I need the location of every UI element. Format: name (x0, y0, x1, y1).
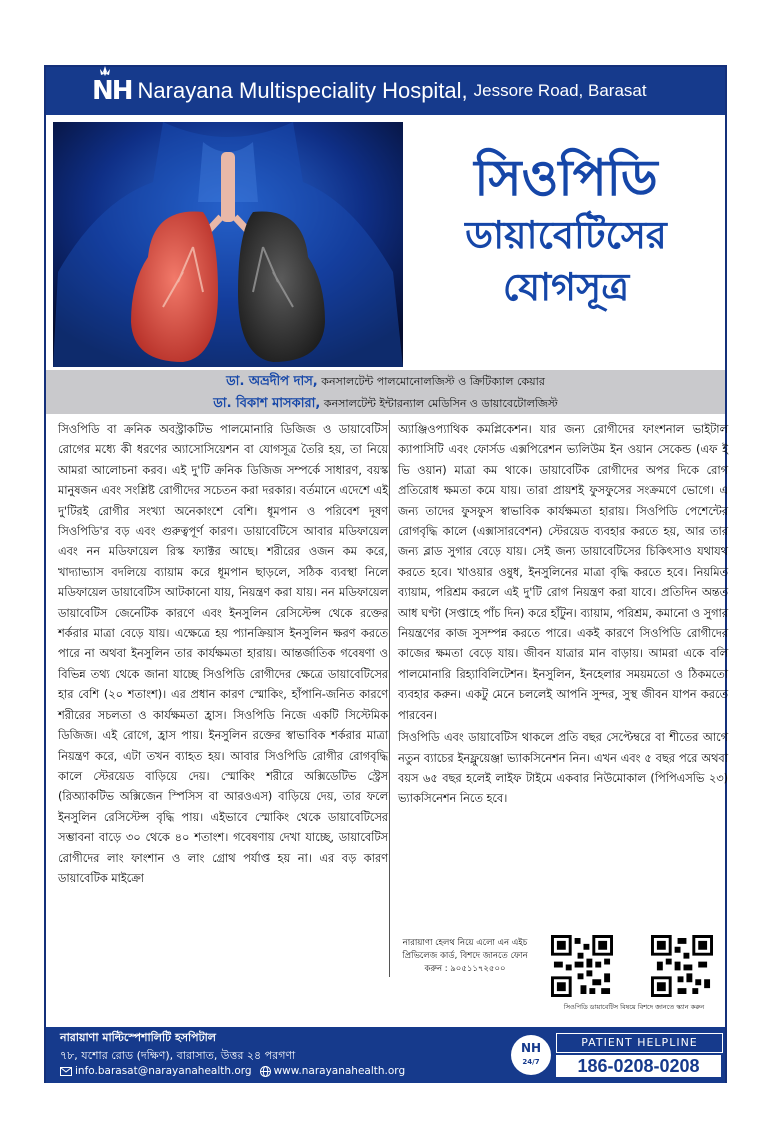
logo-text: NH (92, 76, 132, 106)
doctor-title: কনসালটেন্ট ইন্টারন্যাল মেডিসিন ও ডায়াবেটোলজিস্ট (323, 397, 558, 410)
footer-website[interactable]: www.narayanahealth.org (273, 1065, 406, 1077)
qr-code-icon[interactable] (651, 935, 713, 997)
helpline-label: PATIENT HELPLINE (556, 1033, 723, 1053)
mail-icon (60, 1067, 72, 1076)
footer-bar (46, 1027, 725, 1083)
article-paragraph: সিওপিডি বা ক্রনিক অবস্ট্রাকটিভ পালমোনারি ডিজিজ ও ডায়াবেটিস রোগের মধ্যে কী ধরণের অ্যাসোসিয়েশন বা যোগসূত্র তৈরি হয়, তা নিয়ে আমরা আলোচনা করব। এই দু'টি ক্রনিক ডিজিজ সম্পর্কে সাধারণ, বয়স্ক মানুষজন এবং সংশ্লিষ্ট রোগীদের সচেতন করা দরকার। বর্তমানে এদেশে এই দু'টিরই রোগীর সংখ্যা অনেকাংশে বেশি। ধূমপান ও পরিবেশ দূষণ সিওপিডি'র বড় এবং গুরুত্বপূর্ণ কারণ। ডায়াবেটিসে আবার মডিফায়েল এবং নন মডিফায়েল রিস্ক ফ্যাক্টর আছে। শরীরের ওজন কম করে, খাদ্যাভ্যাস বদলিয়ে ব্যায়াম করে ধূমপান ছাড়লে, সঠিক ব্যবস্থা নিলে মডিফায়েল ডায়াবেটিস আটকানো যায়, নিয়ন্ত্রণ করা যায়। নন মডিফায়েল ডায়াবেটিস জেনেটিক কারণে এবং ইনসুলিন রেসিস্টেন্স থেকে রক্তের শর্করার মাত্রা বেড়ে যায়। এক্ষেত্রে হয় প্যানক্রিয়াস ইনসুলিন ক্ষরণ করতে পারে না অথবা ইনসুলিন তার কার্যক্ষমতা হারায়। আন্তর্জাতিক গবেষণা ও বিভিন্ন তথ্য থেকে জানা যাচ্ছে সিওপিডি রোগীদের ক্ষেত্রে ডায়াবেটিসের হার বেশি (২০ শতাংশ)। এর প্রধান কারণ স্মোকিং, হাঁপানি-জনিত কারণে শরীরের সচলতা ও কার্যক্ষমতা হ্রাস। সিওপিডি নিজে একটি সিস্টেমিক ডিজিজ। এই রোগে, হ্রাস পায়। ইনসুলিন রক্তের স্বাভাবিক শর্করার মাত্রা নিয়ন্ত্রণ করে, এটা তখন ব্যাহত হয়। আবার সিওপিডি রোগীর রোগবৃদ্ধি কালে স্টেরয়েড বাড়িয়ে দেয়। স্মোকিং শরীরে অক্সিডেটিভ স্ট্রেস (রিঅ্যাকটিভ অক্সিজেন স্পিসিস বা আরওএস) বাড়িয়ে দেয়, তার ফলে ইনসুলিন রেসিস্টেন্স বৃদ্ধি পায়। এইভাবে স্মোকিং থেকে ডায়াবেটিসের সম্ভাবনা বাড়ে ৩০ থেকে ৪০ শতাংশ। গবেষণায় দেখা যাচ্ছে, ডায়াবেটিস রোগীদের লাং ফাংশান ও লাং গ্রোথ পর্যাপ্ত হয় না। এর বড় কারণ ডায়াবেটিক মাইক্রো (58, 423, 388, 885)
column-divider (389, 420, 390, 977)
article-paragraph: সিওপিডি এবং ডায়াবেটিস থাকলে প্রতি বছর সেপ্টেম্বরে বা শীতের আগে নতুন ব্যাচের ইনফ্লুয়েঞ্জা ভ্যাকসিনেশন নিন। এখন এবং ৫ বছর পরে অথবা বয়স ৬৫ বছর হলেই লাইফ টাইমে একবার নিউমোকাল (পিপিএসভি ২৩) ভ্যাকসিনেশন নিতে হবে। (398, 731, 728, 806)
advertisement-frame (44, 65, 727, 1083)
badge-logo: NH (520, 1041, 542, 1055)
helpline-number[interactable]: 186-0208-0208 (556, 1055, 721, 1077)
doctor-name: ডা. অভ্রদীপ দাস, (226, 374, 318, 389)
article-paragraph: অ্যাঞ্জিওপ্যাথিক কমপ্লিকেশন। যার জন্য রোগীদের ফাংশনাল ভাইটাল ক্যাপাসিটি এবং ফোর্সড এক্সপিরেশন ভ্যলিউম ইন ওয়ান সেকেন্ড (এফ ই ভি ওয়ান) মাত্রা কম থাকে। ডায়াবেটিক রোগীদের অপর দিকে রোগ প্রতিরোধ ক্ষমতা কমে যায়। তারা প্রায়শই ফুসফুসের সংক্রমণে ভোগে। এ জন্য তাদের ফুসফুস স্বাভাবিক কার্যক্ষমতা হারায়। সিওপিডি পেশেন্টের রোগবৃদ্ধি কালে (এক্সাসারবেশন) স্টেরয়েড ব্যবহার করতে হয়, আর তার জন্য ব্লাড সুগার বেড়ে যায়। সেই জন্য ডায়াবেটিসের চিকিৎসাও যথাযথ করতে হবে। খাওয়ার ওষুধ, ইনসুলিনের মাত্রা বৃদ্ধি করতে হবে। নিয়মিত ব্যায়াম, পরিশ্রম করলে এই দু'টি রোগ নিয়ন্ত্রণ করা যাবে। প্রতিদিন অন্তত আধ ঘণ্টা (সপ্তাহে পাঁচ দিন) করে হাঁটুন। ব্যায়াম, পরিশ্রম, কমানো ও সুগার নিয়ন্ত্রণের কাজ সুসম্পন্ন করতে পারে। একই কারণে সিওপিডি রোগীদের কাজের ক্ষমতা বেড়ে যায়। জীবন যাত্রার মান বাড়ায়। আমরা একে বলি পালমোনারি রিহ্যাবিলিটেশন। ইনসুলিন, ইনহেলার সময়মতো ও ঠিকমতো ব্যবহার করুন। একটু মেনে চললেই আপনি সুন্দর, সুস্থ জীবন যাপন করতে পারবেন। (398, 423, 728, 722)
promo-text: নারায়াণা হেলথ নিয়ে এলো এন এইচ প্রিভিলেজ কার্ড, বিশদে জানতে ফোন করুন : ৯০৫১১৭২৫০০ (402, 938, 528, 974)
footer-email[interactable]: info.barasat@narayanahealth.org (75, 1065, 252, 1077)
hospital-location: Jessore Road, Barasat (473, 81, 647, 100)
lungs-illustration (53, 122, 403, 367)
nh-logo (92, 76, 132, 106)
nh-leaf-icon (98, 66, 112, 76)
headline-line-1: সিওপিডি (474, 149, 658, 207)
headline-line-3: যোগসূত্র (502, 265, 630, 309)
privilege-card-promo (396, 935, 726, 1033)
footer-address: ৭৮, যশোর রোড (দক্ষিণ), বারাসাত, উত্তর ২৪ পরগণা (60, 1049, 296, 1062)
helpline-24x7-badge (511, 1035, 551, 1075)
footer-hospital-name: নারায়াণা মাল্টিস্পেশালিটি হসপিটাল (60, 1031, 216, 1044)
headline-line-2: ডায়াবেটিসের (465, 213, 667, 257)
headline (406, 147, 726, 313)
doctor-title: কনসালটেন্ট পালমোনোলজিস্ট ও ক্রিটিক্যাল কেয়ার (321, 375, 545, 388)
article-column-left (58, 420, 388, 891)
doctor-row (46, 370, 725, 392)
doctor-row (46, 392, 725, 414)
qr-code-icon[interactable] (551, 935, 613, 997)
doctor-name: ডা. বিকাশ মাসকারা, (213, 396, 321, 411)
doctors-band (46, 370, 725, 414)
badge-hours: 24/7 (522, 1058, 540, 1066)
article-column-right (398, 420, 728, 812)
globe-icon (260, 1066, 271, 1077)
hospital-name: Narayana Multispeciality Hospital, (137, 78, 468, 103)
hospital-header-bar (46, 67, 725, 115)
qr-caption: সিওপিডি ডায়াবেটিস বিষয়ে বিশদে জানতে স্ক্যান করুন (563, 1003, 705, 1011)
footer-contact (60, 1065, 409, 1077)
